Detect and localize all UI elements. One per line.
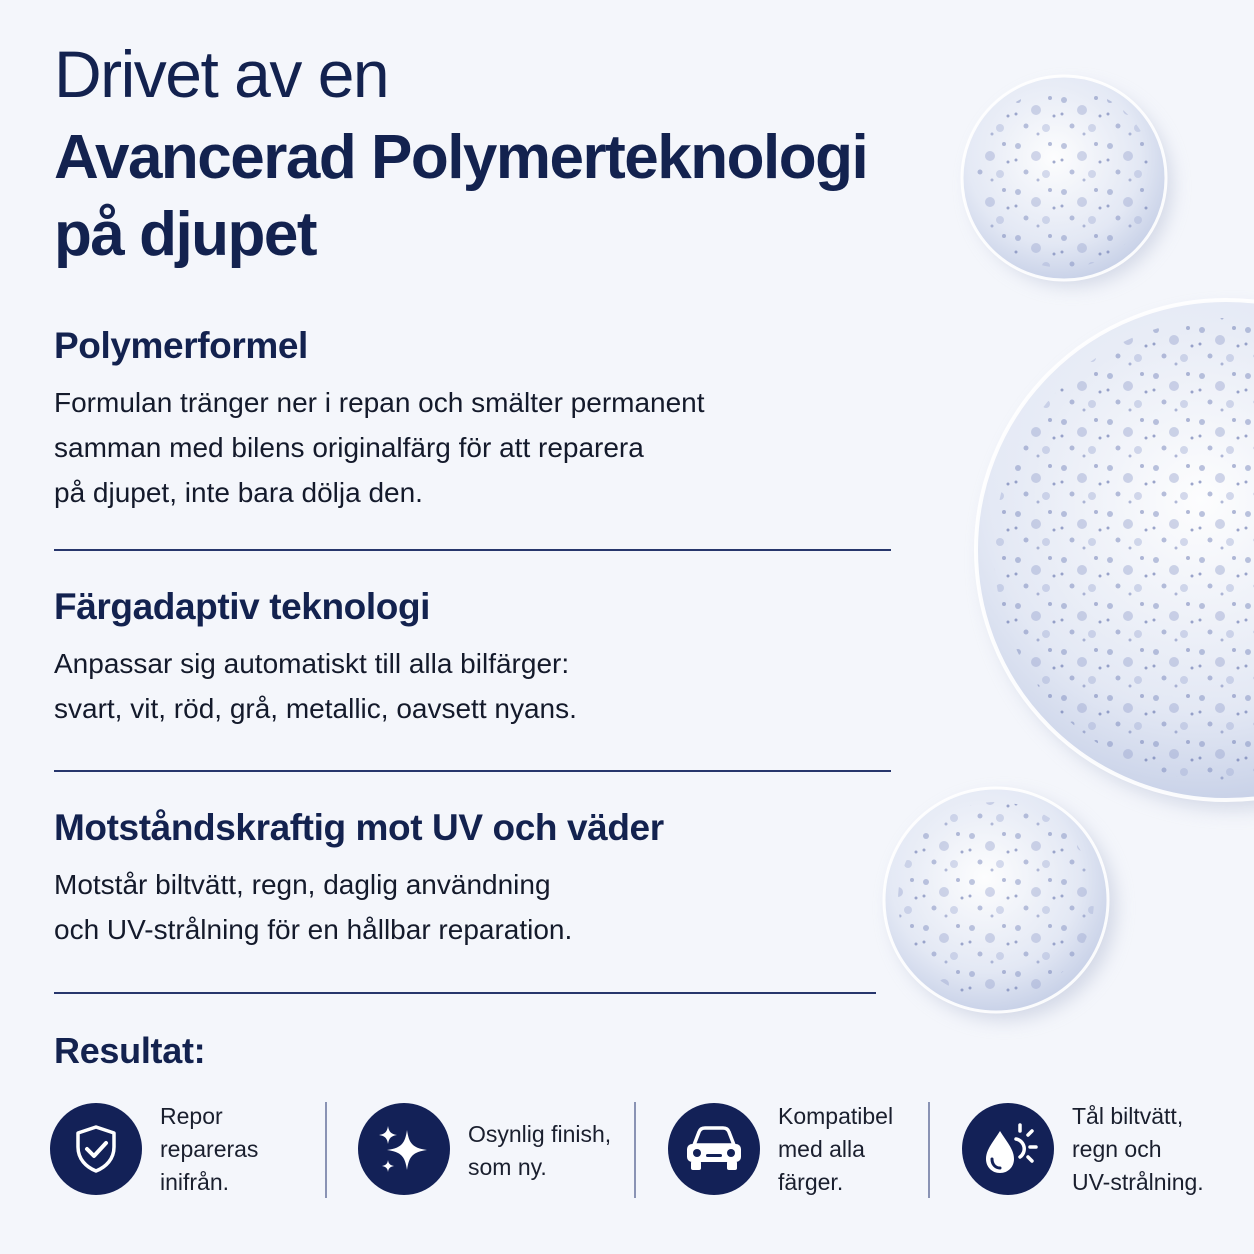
benefit-label: Kompatibel med alla färger. — [778, 1103, 894, 1195]
benefit-separator — [325, 1102, 327, 1198]
divider — [54, 549, 891, 551]
sparkle-icon — [358, 1103, 450, 1195]
section-body: Formulan tränger ner i repan och smälter permanent samman med bilens originalfärg för att reparera på djupet, inte bara dölja den. — [54, 387, 705, 509]
section-uv-weather — [54, 806, 914, 952]
water-drop-sun-icon — [962, 1103, 1054, 1195]
section-heading: Polymerformel — [54, 325, 308, 366]
section-heading: Färgadaptiv teknologi — [54, 586, 431, 627]
title-line-1: Drivet av en — [54, 37, 389, 111]
section-color-adaptive — [54, 585, 914, 731]
divider — [54, 770, 891, 772]
benefit-label: Repor repareras inifrån. — [160, 1103, 259, 1195]
benefit-weather-resistant — [962, 1100, 1222, 1200]
benefit-separator — [928, 1102, 930, 1198]
car-icon — [668, 1103, 760, 1195]
section-heading: Motståndskraftig mot UV och väder — [54, 807, 664, 848]
divider — [54, 992, 876, 994]
section-polymer-formula — [54, 324, 914, 515]
benefit-label: Osynlig finish, som ny. — [468, 1121, 612, 1180]
shield-check-icon — [50, 1103, 142, 1195]
benefit-separator — [634, 1102, 636, 1198]
section-body: Anpassar sig automatiskt till alla bilfärger: svart, vit, röd, grå, metallic, oavsett nyans. — [54, 648, 577, 725]
section-body: Motstår biltvätt, regn, daglig användning och UV-strålning för en hållbar reparation. — [54, 869, 573, 946]
title-main — [54, 120, 954, 274]
benefit-compatible — [668, 1100, 918, 1200]
title-line-3: på djupet — [54, 199, 317, 269]
benefit-repair — [50, 1100, 310, 1200]
benefit-invisible-finish — [358, 1100, 628, 1200]
benefit-label: Tål biltvätt, regn och UV-strålning. — [1072, 1103, 1204, 1195]
title-line-2: Avancerad Polymerteknologi — [54, 123, 868, 192]
results-title: Resultat: — [54, 1030, 206, 1071]
